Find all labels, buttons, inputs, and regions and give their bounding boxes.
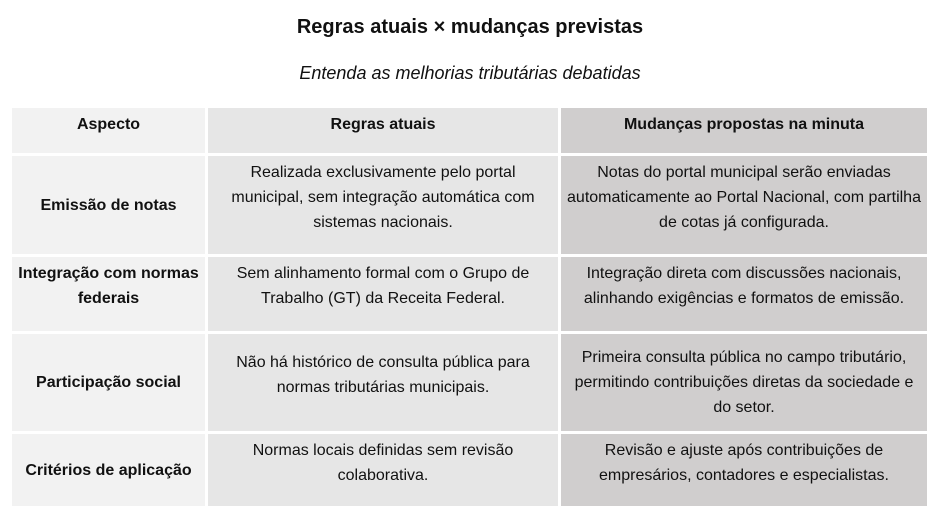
current-rule-cell: Sem alinhamento formal com o Grupo de Trabalho (GT) da Receita Federal. — [208, 257, 561, 334]
table-row — [12, 334, 927, 434]
aspect-cell: Critérios de aplicação — [12, 434, 208, 509]
current-rule-cell: Realizada exclusivamente pelo portal municipal, sem integração automática com sistemas nacionais. — [208, 156, 561, 257]
table-row — [12, 257, 927, 334]
header-current-rules: Regras atuais — [208, 108, 561, 156]
proposed-change-cell: Primeira consulta pública no campo tributário, permitindo contribuições diretas da sociedade e do setor. — [561, 334, 927, 434]
current-rule-cell: Normas locais definidas sem revisão colaborativa. — [208, 434, 561, 509]
comparison-table — [12, 108, 927, 509]
aspect-cell: Emissão de notas — [12, 156, 208, 257]
page-subtitle: Entenda as melhorias tributárias debatidas — [299, 63, 641, 83]
aspect-cell: Participação social — [12, 334, 208, 434]
table-row — [12, 156, 927, 257]
aspect-cell: Integração com normas federais — [12, 257, 208, 334]
current-rule-cell: Não há histórico de consulta pública para normas tributárias municipais. — [208, 334, 561, 434]
proposed-change-cell: Revisão e ajuste após contribuições de empresários, contadores e especialistas. — [561, 434, 927, 509]
table-header-row — [12, 108, 927, 156]
table-row — [12, 434, 927, 509]
proposed-change-cell: Integração direta com discussões nacionais, alinhando exigências e formatos de emissão. — [561, 257, 927, 334]
header-proposed-changes: Mudanças propostas na minuta — [561, 108, 927, 156]
page-title: Regras atuais × mudanças previstas — [296, 16, 644, 38]
proposed-change-cell: Notas do portal municipal serão enviadas automaticamente ao Portal Nacional, com partilha de cotas já configurada. — [561, 156, 927, 257]
header-aspect: Aspecto — [12, 108, 208, 156]
